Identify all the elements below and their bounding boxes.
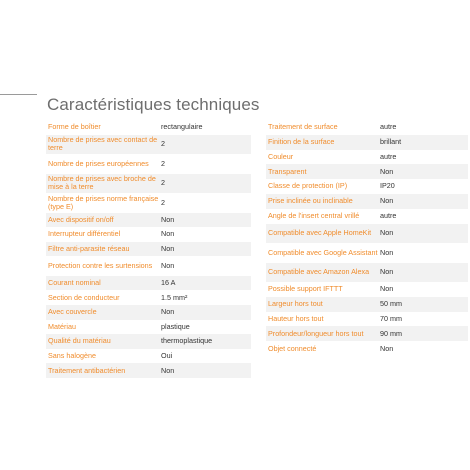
spec-label: Avec couvercle <box>48 307 97 317</box>
spec-row <box>266 297 468 312</box>
spec-row <box>266 263 468 283</box>
spec-row <box>46 256 251 276</box>
spec-value: Non <box>161 243 175 253</box>
spec-value: Non <box>380 247 394 257</box>
spec-label: Nombre de prises norme française (type E) <box>48 193 159 211</box>
spec-row <box>46 305 251 320</box>
spec-value: 50 mm <box>380 299 402 309</box>
spec-label: Prise inclinée ou inclinable <box>268 196 353 206</box>
spec-row <box>266 179 468 194</box>
spec-value: Non <box>161 214 175 224</box>
spec-label: Objet connecté <box>268 343 317 353</box>
spec-row <box>266 224 468 244</box>
spec-value: 2 <box>161 197 165 207</box>
spec-row <box>46 363 251 378</box>
spec-row <box>266 326 468 341</box>
spec-row <box>46 154 251 174</box>
spec-label: Profondeur/longueur hors tout <box>268 328 364 338</box>
page-title: Caractéristiques techniques <box>47 95 260 115</box>
spec-label: Couleur <box>268 151 294 161</box>
spec-value: autre <box>380 122 397 132</box>
spec-label: Finition de la surface <box>268 137 335 147</box>
spec-value: Non <box>161 261 175 271</box>
spec-label: Interrupteur différentiel <box>48 229 121 239</box>
spec-value: Non <box>380 267 394 277</box>
spec-label: Section de conducteur <box>48 292 120 302</box>
spec-label: Classe de protection (IP) <box>268 181 348 191</box>
decorative-rule <box>0 94 37 95</box>
spec-label: Hauteur hors tout <box>268 313 324 323</box>
spec-value: Non <box>161 307 175 317</box>
spec-label: Transparent <box>268 166 307 176</box>
spec-row <box>266 312 468 327</box>
spec-value: Non <box>161 365 175 375</box>
spec-row <box>266 243 468 263</box>
spec-label: Nombre de prises avec contact de terre <box>48 135 158 153</box>
spec-value: rectangulaire <box>161 122 203 132</box>
spec-label: Compatible avec Apple HomeKit <box>268 228 372 238</box>
spec-value: 16 A <box>161 278 176 288</box>
spec-row <box>46 290 251 305</box>
spec-value: 1.5 mm² <box>161 292 188 302</box>
spec-value: 2 <box>161 139 165 149</box>
spec-value: Non <box>380 343 394 353</box>
spec-label: Filtre anti-parasite réseau <box>48 243 130 253</box>
spec-value: autre <box>380 211 397 221</box>
spec-label: Protection contre les surtensions <box>48 261 153 271</box>
spec-label: Matériau <box>48 321 76 331</box>
spec-label: Nombre de prises européennes <box>48 158 149 168</box>
spec-row <box>46 242 251 257</box>
spec-row <box>266 150 468 165</box>
spec-value: autre <box>380 151 397 161</box>
spec-table-right <box>266 120 468 356</box>
spec-row <box>46 193 251 213</box>
spec-row <box>46 276 251 291</box>
spec-row <box>46 349 251 364</box>
spec-row <box>46 227 251 242</box>
spec-row <box>46 334 251 349</box>
spec-row <box>266 164 468 179</box>
spec-label: Sans halogène <box>48 351 96 361</box>
spec-value: thermoplastique <box>161 336 213 346</box>
spec-label: Qualité du matériau <box>48 336 111 346</box>
spec-label: Largeur hors tout <box>268 299 323 309</box>
spec-row <box>46 135 251 155</box>
spec-label: Traitement de surface <box>268 122 338 132</box>
spec-label: Possible support IFTTT <box>268 284 343 294</box>
spec-row <box>46 213 251 228</box>
spec-value: brillant <box>380 137 402 147</box>
spec-row <box>46 120 251 135</box>
spec-row <box>266 120 468 135</box>
spec-value: 70 mm <box>380 313 402 323</box>
spec-value: Non <box>161 229 175 239</box>
spec-table-left <box>46 120 251 378</box>
spec-label: Avec dispositif on/off <box>48 214 114 224</box>
spec-row <box>266 282 468 297</box>
spec-row <box>266 194 468 209</box>
spec-label: Angle de l'insert central vrillé <box>268 211 360 221</box>
spec-row <box>266 341 468 356</box>
spec-label: Traitement antibactérien <box>48 365 126 375</box>
spec-label: Nombre de prises avec broche de mise à la terre <box>48 174 156 192</box>
spec-row <box>46 174 251 194</box>
spec-label: Compatible avec Amazon Alexa <box>268 267 370 277</box>
spec-value: plastique <box>161 321 190 331</box>
spec-row <box>46 320 251 335</box>
spec-value: 2 <box>161 158 165 168</box>
spec-label: Forme de boîtier <box>48 122 101 132</box>
spec-value: IP20 <box>380 181 395 191</box>
spec-label: Courant nominal <box>48 278 101 288</box>
spec-row <box>266 209 468 224</box>
spec-value: 90 mm <box>380 328 402 338</box>
spec-value: Non <box>380 166 394 176</box>
spec-value: 2 <box>161 178 165 188</box>
spec-row <box>266 135 468 150</box>
spec-label: Compatible avec Google Assistant <box>268 247 378 257</box>
spec-value: Non <box>380 228 394 238</box>
spec-value: Non <box>380 284 394 294</box>
spec-value: Non <box>380 196 394 206</box>
spec-value: Oui <box>161 351 173 361</box>
